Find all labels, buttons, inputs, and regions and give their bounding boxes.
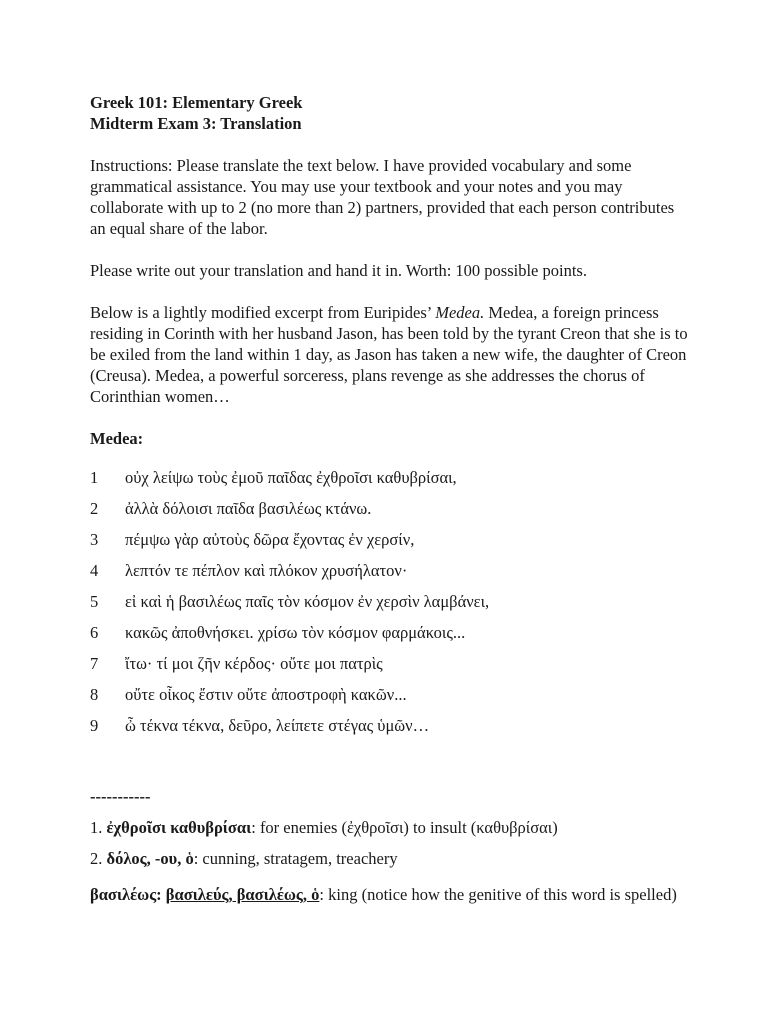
verse-text: κακῶς ἀποθνήσκει. χρίσω τὸν κόσμον φαρμάκοις... [125,623,466,642]
note-separator: : [193,849,199,868]
instructions-paragraph: Instructions: Please translate the text below. I have provided vocabulary and some grammatical assistance. You may use your textbook and your notes and you may collaborate with up to 2 (no more than 2) partners, provided that each person contributes an equal share of the labor. [90,156,675,238]
vocab-note [90,817,690,848]
submission-paragraph: Please write out your translation and hand it in. Worth: 100 possible points. [90,261,587,280]
work-title: Medea. [435,303,485,322]
verse-text: οὔτε οἶκος ἔστιν οὔτε ἀποστροφὴ κακῶν... [125,685,407,704]
verse-number: 6 [90,623,99,642]
verse-number: 1 [90,468,99,487]
intro-text-after: Medea, a foreign princess residing in Corinth with her husband Jason, has been told by the tyrant Creon that she is to be exiled from the land within 1 day, as Jason has taken a new wife, the daughter of Creon (Creusa). Medea, a powerful sorceress, plans revenge as she addresses the chorus of Corinthian women… [90,303,688,406]
note-gloss: king (notice how the genitive of this word is spelled) [323,885,677,904]
verse-number: 5 [90,592,99,611]
title-block [90,92,690,134]
verse-text: ἴτω· τί μοι ζῆν κέρδος· οὔτε μοι πατρὶς [125,654,383,673]
verse-line [90,498,690,529]
verse-text: λεπτόν τε πέπλον καὶ πλόκον χρυσήλατον· [125,561,408,580]
note-term: ἐχθροῖσι καθυβρίσαι [106,818,252,837]
note-gloss: for enemies (ἐχθροῖσι) to insult (καθυβρίσαι) [255,818,558,837]
intro-text-before: Below is a lightly modified excerpt from Euripides’ [90,303,436,322]
vocab-note-basileus [90,879,690,910]
note-separator: : [319,885,324,904]
speaker-heading: Medea: [90,429,144,448]
note-gloss: cunning, stratagem, treachery [198,849,398,868]
verse-text: πέμψω γὰρ αὐτοὺς δῶρα ἔχοντας ἐν χερσίν, [125,530,415,549]
note-prefix: 2. [90,849,107,868]
vocab-note [90,848,690,879]
verse-text: ὦ τέκνα τέκνα, δεῦρο, λείπετε στέγας ὑμῶν… [125,716,430,735]
intro-paragraph [90,302,690,407]
note-term: βασιλέως [90,885,157,904]
exam-page [90,92,690,910]
note-separator: : [251,818,256,837]
verse-line [90,529,690,560]
verse-number: 4 [90,561,99,580]
note-headword: βασιλεύς, βασιλέως, ὁ [165,885,320,904]
verse-number: 2 [90,499,99,518]
verse-line [90,467,690,498]
verse-line [90,622,690,653]
note-separator: : [156,885,166,904]
verse-list [90,467,690,746]
section-divider: ----------- [90,787,151,806]
verse-text: οὐχ λείψω τοὺς ἐμοῦ παῖδας ἐχθροῖσι καθυβρίσαι, [125,468,457,487]
exam-title: Midterm Exam 3: Translation [90,114,302,133]
verse-number: 8 [90,685,99,704]
verse-line [90,715,690,746]
verse-line [90,684,690,715]
verse-text: εἰ καὶ ἡ βασιλέως παῖς τὸν κόσμον ἐν χερσὶν λαμβάνει, [125,592,490,611]
course-title: Greek 101: Elementary Greek [90,93,303,112]
verse-number: 9 [90,716,99,735]
verse-number: 3 [90,530,99,549]
verse-line [90,653,690,684]
note-term: δόλος, -ου, ὁ [106,849,194,868]
verse-number: 7 [90,654,99,673]
verse-text: ἀλλὰ δόλοισι παῖδα βασιλέως κτάνω. [125,499,372,518]
verse-line [90,560,690,591]
note-prefix: 1. [90,818,107,837]
verse-line [90,591,690,622]
